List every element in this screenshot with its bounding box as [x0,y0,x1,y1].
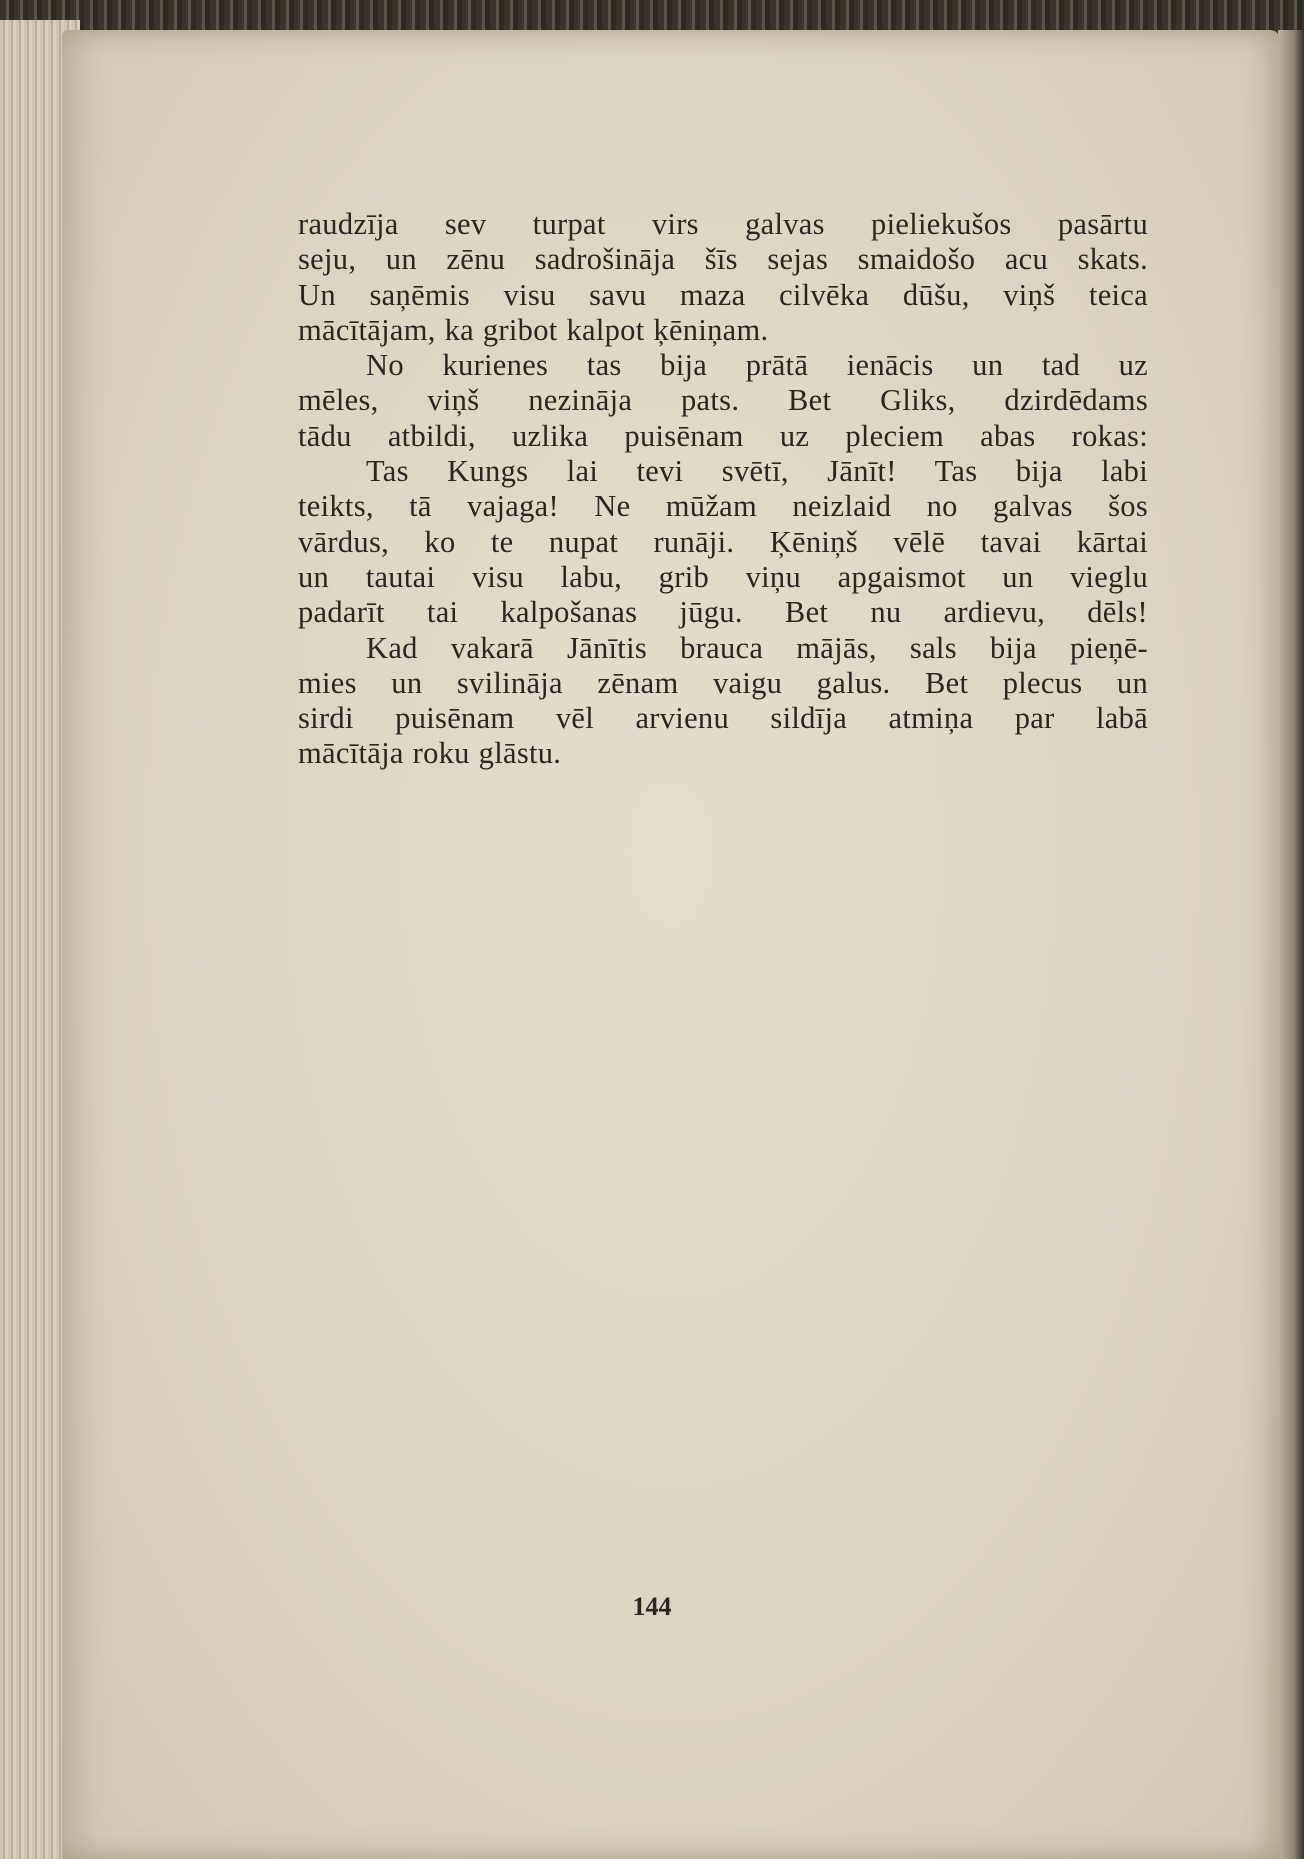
page-number: 144 [632,1592,672,1621]
text-line: Tas Kungs lai tevi svētī, Jānīt! Tas bija labi [366,454,1148,489]
text-line: seju, un zēnu sadrošināja šīs sejas smaidošo acu skats. [298,242,1148,277]
text-line: tādu atbildi, uzlika puisēnam uz pleciem abas rokas: [298,418,1148,453]
text-line: mies un svilināja zēnam vaigu galus. Bet plecus un [298,665,1148,700]
text-line: Kad vakarā Jānītis brauca mājās, sals bija pieņē- [366,630,1148,665]
text-line: mācītājam, ka gribot kalpot ķēniņam. [298,312,769,347]
text-line: No kurienes tas bija prātā ienācis un tad uz [366,348,1148,383]
text-line: teikts, tā vajaga! Ne mūžam neizlaid no galvas šos [298,489,1148,524]
page-edges-right [1278,30,1304,1859]
text-line: mēles, viņš nezināja pats. Bet Gliks, dzirdēdams [298,383,1148,418]
text-line: Un saņēmis visu savu maza cilvēka dūšu, viņš teica [298,277,1148,312]
text-line: un tautai visu labu, grib viņu apgaismot un vieglu [298,559,1148,594]
text-line: vārdus, ko te nupat runāji. Ķēniņš vēlē tavai kārtai [298,524,1148,559]
text-line: sirdi puisēnam vēl arvienu sildīja atmiņa par labā [298,701,1148,736]
text-line: padarīt tai kalpošanas jūgu. Bet nu ardievu, dēls! [298,595,1148,630]
text-line: mācītāja roku glāstu. [298,736,562,771]
text-line: raudzīja sev turpat virs galvas pieliekušos pasārtu [298,207,1148,241]
body-text [298,207,1148,772]
